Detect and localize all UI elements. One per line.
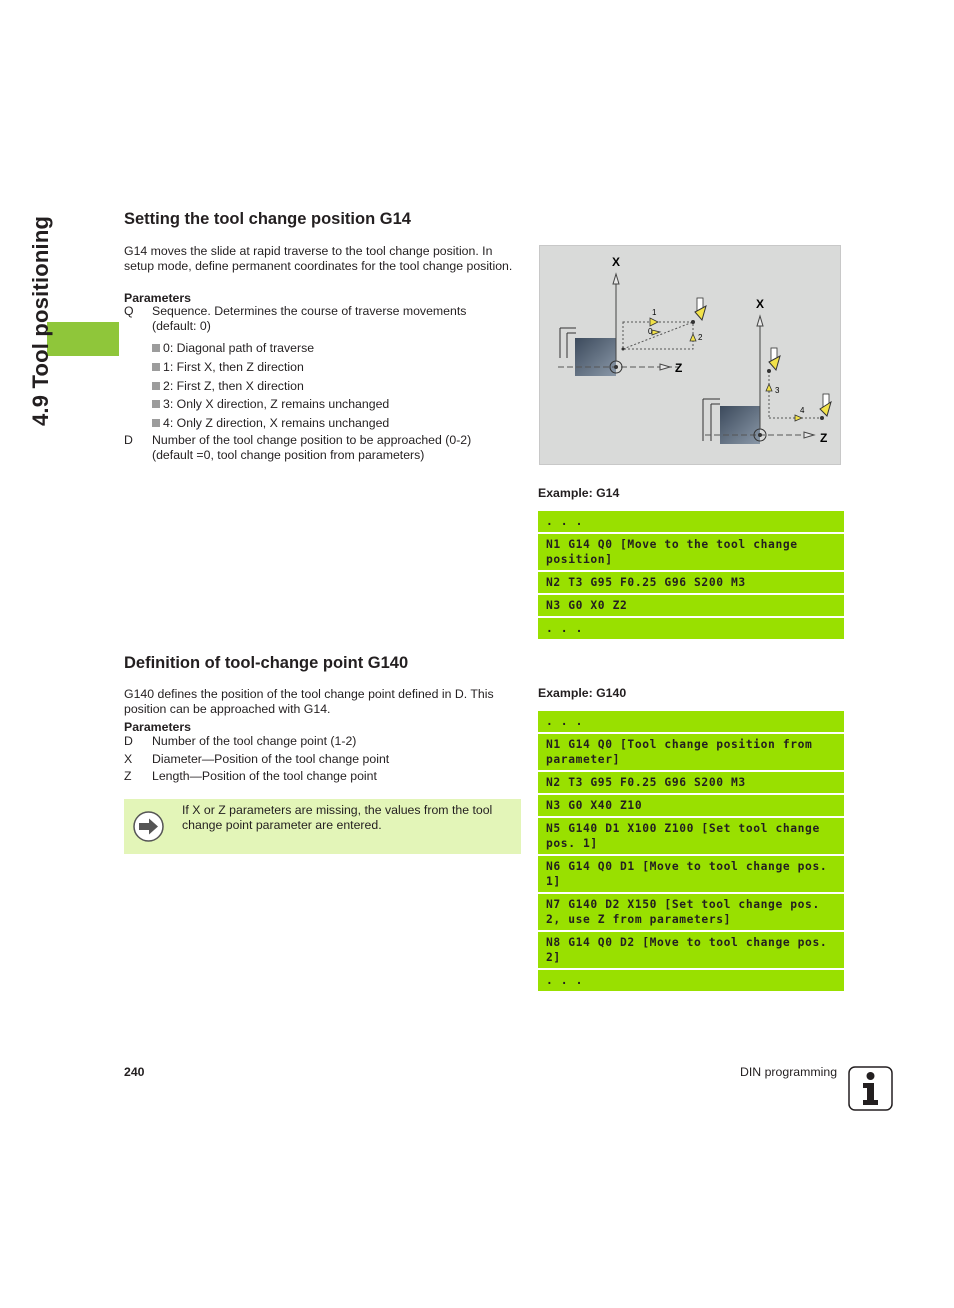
axis-z-bottom <box>804 431 827 445</box>
path-q3-q4 <box>766 348 831 421</box>
section-heading-g140: Definition of tool-change point G140 <box>124 654 409 672</box>
param-row <box>124 733 504 751</box>
note-text: If X or Z parameters are missing, the values from the tool change point parameter are entered. <box>182 803 493 832</box>
example-g14-code <box>538 511 844 641</box>
bullet-square-icon <box>152 382 160 390</box>
svg-text:1: 1 <box>652 308 657 317</box>
code-line: . . . <box>538 970 844 991</box>
code-line: N7 G140 D2 X150 [Set tool change pos. 2, use Z from parameters] <box>538 894 844 930</box>
svg-text:3: 3 <box>775 386 780 395</box>
param-text: Length—Position of the tool change point <box>152 769 377 783</box>
svg-text:X: X <box>756 297 765 311</box>
tool-change-diagram <box>540 246 840 464</box>
side-tab-bar <box>47 322 119 356</box>
code-line: N6 G14 Q0 D1 [Move to tool change pos. 1] <box>538 856 844 892</box>
g140-params-label: Parameters <box>124 720 191 734</box>
list-item: 2: First Z, then X direction <box>152 377 512 396</box>
bullet-square-icon <box>152 363 160 371</box>
param-row <box>124 768 504 786</box>
list-item: 0: Diagonal path of traverse <box>152 339 512 358</box>
list-item: 4: Only Z direction, X remains unchanged <box>152 414 512 433</box>
chapter-side-title: 4.9 Tool positioning <box>28 215 53 426</box>
param-text: Sequence. Determines the course of traverse movements (default: 0) <box>152 304 467 333</box>
list-item: 1: First X, then Z direction <box>152 358 512 377</box>
q-option-list <box>152 339 512 433</box>
param-row <box>124 433 494 462</box>
bullet-square-icon <box>152 400 160 408</box>
svg-text:0: 0 <box>648 327 653 336</box>
page-number: 240 <box>124 1065 145 1079</box>
path-q0-q1-q2 <box>622 308 704 351</box>
code-line: . . . <box>538 618 844 639</box>
code-line: N8 G14 Q0 D2 [Move to tool change pos. 2] <box>538 932 844 968</box>
axis-z-top <box>660 361 682 375</box>
bullet-square-icon <box>152 419 160 427</box>
code-line: N1 G14 Q0 [Move to the tool change position] <box>538 534 844 570</box>
example-g140-label: Example: G140 <box>538 686 627 700</box>
param-key: Q <box>124 304 134 318</box>
code-line: N2 T3 G95 F0.25 G96 S200 M3 <box>538 772 844 793</box>
tool-change-figure <box>539 245 841 465</box>
chapter-name: DIN programming <box>740 1065 838 1079</box>
svg-text:Z: Z <box>820 431 828 445</box>
g140-param-list <box>124 733 504 786</box>
example-g14-label: Example: G14 <box>538 486 620 500</box>
code-line: . . . <box>538 511 844 532</box>
code-line: N3 G0 X40 Z10 <box>538 795 844 816</box>
param-row <box>124 304 494 333</box>
code-line: N2 T3 G95 F0.25 G96 S200 M3 <box>538 572 844 593</box>
info-icon[interactable] <box>848 1066 893 1111</box>
svg-text:4: 4 <box>800 406 805 415</box>
tool-top <box>695 298 706 320</box>
param-row <box>124 751 504 769</box>
g14-intro: G14 moves the slide at rapid traverse to the tool change position. In setup mode, define permanent coordinates for the tool change position. <box>124 244 513 273</box>
note-box <box>124 799 521 854</box>
list-item: 3: Only X direction, Z remains unchanged <box>152 395 512 414</box>
bullet-square-icon <box>152 344 160 352</box>
param-key: D <box>124 433 133 447</box>
arrow-right-icon <box>133 811 164 842</box>
section-heading-g14: Setting the tool change position G14 <box>124 210 411 228</box>
code-line: N1 G14 Q0 [Tool change position from parameter] <box>538 734 844 770</box>
axis-label: X <box>612 255 621 269</box>
example-g140-code <box>538 711 844 993</box>
svg-text:2: 2 <box>698 333 703 342</box>
param-text: Number of the tool change position to be approached (0-2) (default =0, tool change position from parameters) <box>152 433 472 462</box>
param-key: Z <box>124 769 132 783</box>
g14-param-d <box>124 433 494 462</box>
param-key: X <box>124 751 133 766</box>
code-line: N3 G0 X0 Z2 <box>538 595 844 616</box>
code-line: N5 G140 D1 X100 Z100 [Set tool change pos. 1] <box>538 818 844 854</box>
param-text: Number of the tool change point (1-2) <box>152 734 357 748</box>
axis-label: Z <box>675 361 683 375</box>
code-line: . . . <box>538 711 844 732</box>
param-key: D <box>124 734 133 748</box>
g14-param-list <box>124 304 494 333</box>
param-text: Diameter—Position of the tool change point <box>152 751 390 766</box>
g14-params-label: Parameters <box>124 291 191 305</box>
workpiece-bottom <box>703 399 812 444</box>
g140-intro: G140 defines the position of the tool change point defined in D. This position can be approached with G14. <box>124 687 494 716</box>
